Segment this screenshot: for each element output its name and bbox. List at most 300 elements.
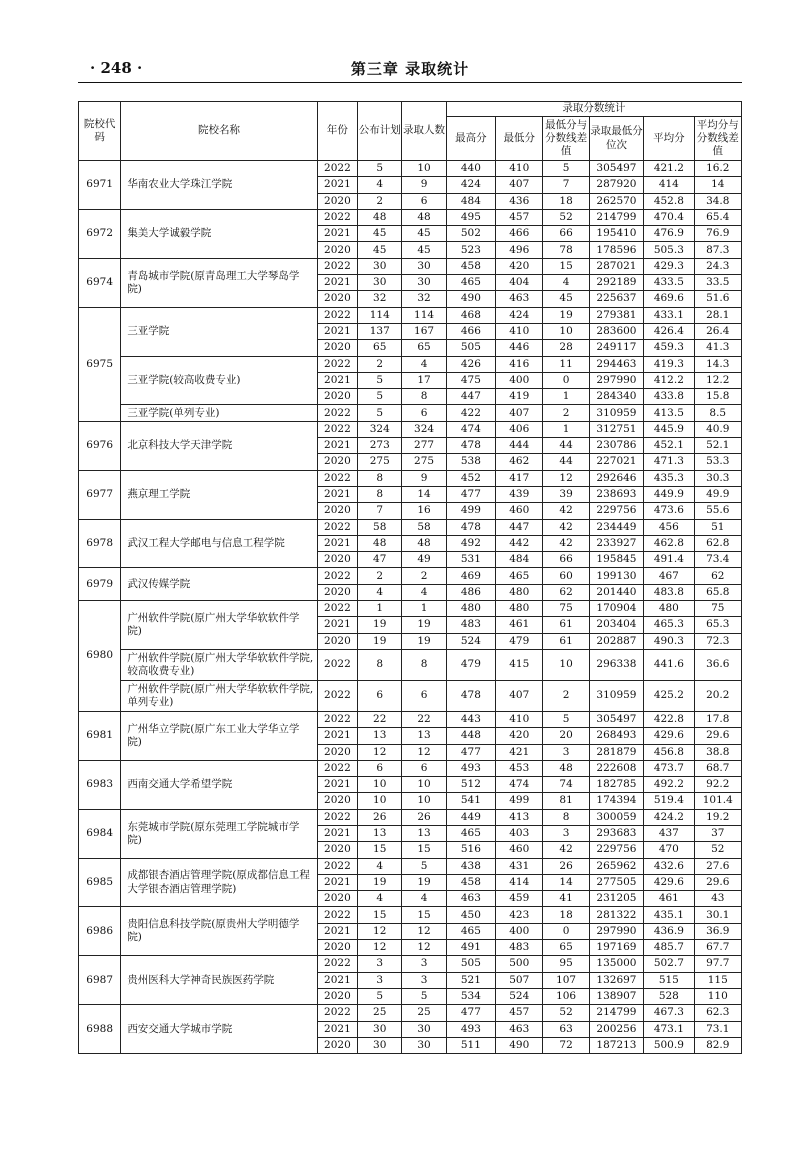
table-cell: 499 — [496, 793, 543, 809]
table-cell: 48 — [358, 209, 402, 225]
institution-name: 成都银杏酒店管理学院(原成都信息工程大学银杏酒店管理学院) — [121, 858, 317, 907]
table-cell: 0 — [543, 923, 589, 939]
table-cell: 2020 — [317, 291, 357, 307]
table-cell: 416 — [496, 356, 543, 372]
table-cell: 7 — [358, 503, 402, 519]
table-cell: 324 — [402, 421, 446, 437]
table-row — [79, 258, 742, 274]
table-cell: 45 — [402, 242, 446, 258]
table-cell: 467.3 — [644, 1005, 694, 1021]
table-cell: 4 — [543, 275, 589, 291]
institution-code: 6975 — [79, 307, 121, 421]
table-cell: 2022 — [317, 1005, 357, 1021]
table-cell: 2020 — [317, 940, 357, 956]
table-cell: 230786 — [589, 438, 643, 454]
table-cell: 15 — [358, 907, 402, 923]
table-cell: 66 — [543, 226, 589, 242]
table-row — [79, 161, 742, 177]
institution-name: 东莞城市学院(原东莞理工学院城市学院) — [121, 809, 317, 858]
table-cell: 420 — [496, 258, 543, 274]
table-cell: 305497 — [589, 711, 643, 727]
table-cell: 2022 — [317, 649, 357, 680]
table-cell: 292646 — [589, 470, 643, 486]
table-cell: 414 — [496, 874, 543, 890]
table-cell: 78 — [543, 242, 589, 258]
table-cell: 492.2 — [644, 777, 694, 793]
table-cell: 48 — [543, 760, 589, 776]
table-cell: 439 — [496, 486, 543, 502]
table-cell: 457 — [496, 1005, 543, 1021]
table-cell: 463 — [496, 291, 543, 307]
table-cell: 2022 — [317, 858, 357, 874]
table-cell: 412.2 — [644, 372, 694, 388]
table-cell: 277 — [402, 438, 446, 454]
table-cell: 2022 — [317, 760, 357, 776]
table-cell: 287021 — [589, 258, 643, 274]
table-cell: 483 — [446, 617, 495, 633]
table-cell: 511 — [446, 1037, 495, 1053]
table-cell: 87.3 — [694, 242, 741, 258]
table-cell: 2022 — [317, 568, 357, 584]
table-cell: 442 — [496, 535, 543, 551]
table-cell: 447 — [496, 519, 543, 535]
table-cell: 48 — [358, 535, 402, 551]
table-cell: 5 — [402, 858, 446, 874]
table-cell: 470.4 — [644, 209, 694, 225]
table-cell: 4 — [358, 891, 402, 907]
table-cell: 73.4 — [694, 552, 741, 568]
table-cell: 187213 — [589, 1037, 643, 1053]
table-cell: 13 — [402, 825, 446, 841]
table-cell: 433.1 — [644, 307, 694, 323]
table-cell: 197169 — [589, 940, 643, 956]
table-cell: 470 — [644, 842, 694, 858]
table-cell: 441.6 — [644, 649, 694, 680]
table-cell: 528 — [644, 988, 694, 1004]
table-cell: 2022 — [317, 405, 357, 421]
table-cell: 2021 — [317, 972, 357, 988]
table-row — [79, 519, 742, 535]
table-cell: 106 — [543, 988, 589, 1004]
table-cell: 457 — [496, 209, 543, 225]
table-cell: 25 — [402, 1005, 446, 1021]
table-cell: 19 — [358, 633, 402, 649]
table-cell: 19 — [402, 617, 446, 633]
table-cell: 30 — [402, 1021, 446, 1037]
table-cell: 534 — [446, 988, 495, 1004]
table-cell: 6 — [402, 405, 446, 421]
table-cell: 2020 — [317, 193, 357, 209]
table-cell: 5 — [358, 161, 402, 177]
table-cell: 174394 — [589, 793, 643, 809]
table-cell: 8 — [358, 649, 402, 680]
table-cell: 62 — [543, 584, 589, 600]
institution-name: 青岛城市学院(原青岛理工大学琴岛学院) — [121, 258, 317, 307]
institution-name: 北京科技大学天津学院 — [121, 421, 317, 470]
table-cell: 484 — [496, 552, 543, 568]
table-cell: 493 — [446, 1021, 495, 1037]
table-cell: 19.2 — [694, 809, 741, 825]
table-cell: 65.4 — [694, 209, 741, 225]
table-cell: 12 — [402, 940, 446, 956]
col-plan: 公布计划 — [358, 102, 402, 161]
table-cell: 195845 — [589, 552, 643, 568]
table-cell: 449.9 — [644, 486, 694, 502]
table-cell: 9 — [402, 470, 446, 486]
table-cell: 53.3 — [694, 454, 741, 470]
col-min-diff: 最低分与分数线差值 — [543, 117, 589, 161]
table-cell: 30.3 — [694, 470, 741, 486]
table-cell: 495 — [446, 209, 495, 225]
table-cell: 132697 — [589, 972, 643, 988]
table-cell: 2022 — [317, 421, 357, 437]
table-cell: 477 — [446, 744, 495, 760]
table-cell: 62 — [694, 568, 741, 584]
table-cell: 65.3 — [694, 617, 741, 633]
institution-code: 6979 — [79, 568, 121, 601]
table-cell: 74 — [543, 777, 589, 793]
table-cell: 502.7 — [644, 956, 694, 972]
table-cell: 195410 — [589, 226, 643, 242]
table-header — [79, 102, 742, 161]
table-row — [79, 680, 742, 711]
table-cell: 1 — [402, 601, 446, 617]
table-cell: 137 — [358, 323, 402, 339]
institution-name: 三亚学院(单列专业) — [121, 405, 317, 421]
table-cell: 473.7 — [644, 760, 694, 776]
table-cell: 44 — [543, 454, 589, 470]
table-cell: 5 — [358, 389, 402, 405]
table-cell: 293683 — [589, 825, 643, 841]
table-cell: 42 — [543, 842, 589, 858]
table-cell: 52.1 — [694, 438, 741, 454]
table-cell: 2020 — [317, 389, 357, 405]
table-cell: 32 — [358, 291, 402, 307]
institution-name: 西南交通大学希望学院 — [121, 760, 317, 809]
table-cell: 460 — [496, 503, 543, 519]
table-cell: 14.3 — [694, 356, 741, 372]
table-cell: 421.2 — [644, 161, 694, 177]
table-cell: 36.9 — [694, 923, 741, 939]
table-cell: 203404 — [589, 617, 643, 633]
table-cell: 519.4 — [644, 793, 694, 809]
admission-table — [78, 101, 742, 1054]
table-cell: 491 — [446, 940, 495, 956]
table-cell: 458 — [446, 874, 495, 890]
table-cell: 30 — [358, 1037, 402, 1053]
table-cell: 16.2 — [694, 161, 741, 177]
table-row — [79, 601, 742, 617]
table-cell: 20 — [543, 728, 589, 744]
table-cell: 5 — [358, 372, 402, 388]
table-cell: 41.3 — [694, 340, 741, 356]
table-cell: 19 — [358, 617, 402, 633]
table-row — [79, 356, 742, 372]
table-cell: 275 — [358, 454, 402, 470]
table-cell: 492 — [446, 535, 495, 551]
table-cell: 490 — [446, 291, 495, 307]
table-cell: 524 — [446, 633, 495, 649]
table-cell: 262570 — [589, 193, 643, 209]
table-cell: 167 — [402, 323, 446, 339]
institution-name: 西安交通大学城市学院 — [121, 1005, 317, 1054]
table-cell: 2021 — [317, 323, 357, 339]
table-cell: 463 — [496, 1021, 543, 1037]
table-cell: 81 — [543, 793, 589, 809]
table-cell: 462.8 — [644, 535, 694, 551]
table-cell: 62.3 — [694, 1005, 741, 1021]
table-cell: 422.8 — [644, 711, 694, 727]
table-cell: 51.6 — [694, 291, 741, 307]
table-cell: 41 — [543, 891, 589, 907]
chapter-title: 第三章 录取统计 — [350, 60, 470, 78]
table-cell: 249117 — [589, 340, 643, 356]
table-cell: 2021 — [317, 372, 357, 388]
table-cell: 9 — [402, 177, 446, 193]
table-cell: 2 — [402, 568, 446, 584]
table-cell: 2022 — [317, 907, 357, 923]
institution-code: 6980 — [79, 601, 121, 712]
table-cell: 436 — [496, 193, 543, 209]
table-cell: 18 — [543, 193, 589, 209]
table-cell: 17.8 — [694, 711, 741, 727]
table-cell: 469 — [446, 568, 495, 584]
table-cell: 475 — [446, 372, 495, 388]
table-cell: 2021 — [317, 617, 357, 633]
table-cell: 456 — [644, 519, 694, 535]
table-cell: 449 — [446, 809, 495, 825]
table-cell: 3 — [543, 744, 589, 760]
table-cell: 30 — [358, 275, 402, 291]
table-cell: 10 — [402, 777, 446, 793]
table-cell: 2020 — [317, 633, 357, 649]
table-cell: 431 — [496, 858, 543, 874]
table-cell: 3 — [358, 956, 402, 972]
table-cell: 453 — [496, 760, 543, 776]
col-max: 最高分 — [446, 117, 495, 161]
table-cell: 115 — [694, 972, 741, 988]
table-cell: 30 — [402, 258, 446, 274]
table-cell: 40.9 — [694, 421, 741, 437]
table-cell: 461 — [644, 891, 694, 907]
table-cell: 7 — [543, 177, 589, 193]
table-cell: 2021 — [317, 777, 357, 793]
table-cell: 214799 — [589, 209, 643, 225]
table-cell: 182785 — [589, 777, 643, 793]
table-cell: 312751 — [589, 421, 643, 437]
table-cell: 45 — [543, 291, 589, 307]
table-cell: 473.6 — [644, 503, 694, 519]
table-cell: 63 — [543, 1021, 589, 1037]
table-cell: 505 — [446, 956, 495, 972]
col-group-scores: 录取分数统计 — [446, 102, 741, 117]
table-cell: 37 — [694, 825, 741, 841]
table-cell: 429.3 — [644, 258, 694, 274]
table-cell: 15 — [402, 907, 446, 923]
table-cell: 201440 — [589, 584, 643, 600]
table-cell: 507 — [496, 972, 543, 988]
table-cell: 452 — [446, 470, 495, 486]
table-cell: 22 — [402, 711, 446, 727]
table-cell: 541 — [446, 793, 495, 809]
table-cell: 429.6 — [644, 728, 694, 744]
table-cell: 27.6 — [694, 858, 741, 874]
table-cell: 2021 — [317, 438, 357, 454]
table-cell: 273 — [358, 438, 402, 454]
institution-name: 华南农业大学珠江学院 — [121, 161, 317, 210]
table-cell: 15.8 — [694, 389, 741, 405]
table-cell: 421 — [496, 744, 543, 760]
table-cell: 52 — [543, 209, 589, 225]
table-cell: 199130 — [589, 568, 643, 584]
institution-name: 三亚学院(较高收费专业) — [121, 356, 317, 405]
table-cell: 42 — [543, 519, 589, 535]
table-cell: 234449 — [589, 519, 643, 535]
table-row — [79, 858, 742, 874]
table-cell: 49 — [402, 552, 446, 568]
col-min: 最低分 — [496, 117, 543, 161]
institution-name: 武汉工程大学邮电与信息工程学院 — [121, 519, 317, 568]
table-cell: 68.7 — [694, 760, 741, 776]
table-cell: 72.3 — [694, 633, 741, 649]
table-cell: 5 — [543, 711, 589, 727]
table-cell: 279381 — [589, 307, 643, 323]
table-cell: 420 — [496, 728, 543, 744]
table-cell: 461 — [496, 617, 543, 633]
table-cell: 229756 — [589, 842, 643, 858]
institution-code: 6987 — [79, 956, 121, 1005]
institution-name: 贵州医科大学神奇民族医药学院 — [121, 956, 317, 1005]
header-rule — [78, 82, 742, 83]
table-cell: 229756 — [589, 503, 643, 519]
table-cell: 44 — [543, 438, 589, 454]
table-cell: 2021 — [317, 486, 357, 502]
table-cell: 2021 — [317, 1021, 357, 1037]
table-cell: 407 — [496, 680, 543, 711]
table-cell: 466 — [446, 323, 495, 339]
table-cell: 233927 — [589, 535, 643, 551]
col-year: 年份 — [317, 102, 357, 161]
table-cell: 2020 — [317, 340, 357, 356]
table-cell: 65.8 — [694, 584, 741, 600]
table-cell: 403 — [496, 825, 543, 841]
page-number: · 248 · — [90, 59, 143, 77]
table-cell: 459 — [496, 891, 543, 907]
table-cell: 419 — [496, 389, 543, 405]
table-cell: 446 — [496, 340, 543, 356]
page-header — [78, 56, 742, 82]
table-cell: 496 — [496, 242, 543, 258]
table-cell: 417 — [496, 470, 543, 486]
table-cell: 490.3 — [644, 633, 694, 649]
table-cell: 16 — [402, 503, 446, 519]
table-row — [79, 470, 742, 486]
table-cell: 14 — [543, 874, 589, 890]
table-cell: 28 — [543, 340, 589, 356]
table-cell: 410 — [496, 323, 543, 339]
table-cell: 400 — [496, 372, 543, 388]
table-row — [79, 209, 742, 225]
table-cell: 17 — [402, 372, 446, 388]
table-cell: 324 — [358, 421, 402, 437]
table-cell: 10 — [402, 793, 446, 809]
table-cell: 429.6 — [644, 874, 694, 890]
table-cell: 19 — [358, 874, 402, 890]
table-cell: 11 — [543, 356, 589, 372]
table-cell: 410 — [496, 711, 543, 727]
table-cell: 502 — [446, 226, 495, 242]
table-cell: 28.1 — [694, 307, 741, 323]
table-cell: 493 — [446, 760, 495, 776]
table-cell: 452.1 — [644, 438, 694, 454]
table-cell: 524 — [496, 988, 543, 1004]
table-row — [79, 568, 742, 584]
table-cell: 404 — [496, 275, 543, 291]
table-cell: 521 — [446, 972, 495, 988]
table-cell: 486 — [446, 584, 495, 600]
table-cell: 467 — [644, 568, 694, 584]
table-row — [79, 307, 742, 323]
table-cell: 310959 — [589, 680, 643, 711]
table-cell: 287920 — [589, 177, 643, 193]
table-cell: 38.8 — [694, 744, 741, 760]
table-cell: 32 — [402, 291, 446, 307]
table-cell: 30 — [402, 1037, 446, 1053]
table-cell: 483 — [496, 940, 543, 956]
table-cell: 29.6 — [694, 728, 741, 744]
table-cell: 1 — [358, 601, 402, 617]
table-cell: 8 — [358, 470, 402, 486]
table-cell: 2021 — [317, 874, 357, 890]
table-row — [79, 1005, 742, 1021]
table-cell: 474 — [446, 421, 495, 437]
table-cell: 30.1 — [694, 907, 741, 923]
table-cell: 43 — [694, 891, 741, 907]
table-cell: 281879 — [589, 744, 643, 760]
table-cell: 432.6 — [644, 858, 694, 874]
table-cell: 407 — [496, 177, 543, 193]
table-cell: 281322 — [589, 907, 643, 923]
table-cell: 463 — [446, 891, 495, 907]
table-cell: 477 — [446, 486, 495, 502]
institution-name: 集美大学诚毅学院 — [121, 209, 317, 258]
table-cell: 445.9 — [644, 421, 694, 437]
table-cell: 22 — [358, 711, 402, 727]
table-cell: 4 — [402, 891, 446, 907]
table-cell: 18 — [543, 907, 589, 923]
table-cell: 471.3 — [644, 454, 694, 470]
table-cell: 2022 — [317, 258, 357, 274]
table-cell: 12.2 — [694, 372, 741, 388]
table-cell: 61 — [543, 633, 589, 649]
table-cell: 499 — [446, 503, 495, 519]
table-cell: 34.8 — [694, 193, 741, 209]
table-cell: 283600 — [589, 323, 643, 339]
table-cell: 19 — [543, 307, 589, 323]
table-cell: 2 — [358, 193, 402, 209]
table-cell: 2022 — [317, 809, 357, 825]
table-cell: 456.8 — [644, 744, 694, 760]
table-cell: 14 — [402, 486, 446, 502]
table-cell: 410 — [496, 161, 543, 177]
table-cell: 12 — [358, 940, 402, 956]
table-cell: 531 — [446, 552, 495, 568]
col-code: 院校代码 — [79, 102, 121, 161]
table-cell: 468 — [446, 307, 495, 323]
table-cell: 26 — [402, 809, 446, 825]
table-cell: 5 — [358, 405, 402, 421]
table-cell: 107 — [543, 972, 589, 988]
